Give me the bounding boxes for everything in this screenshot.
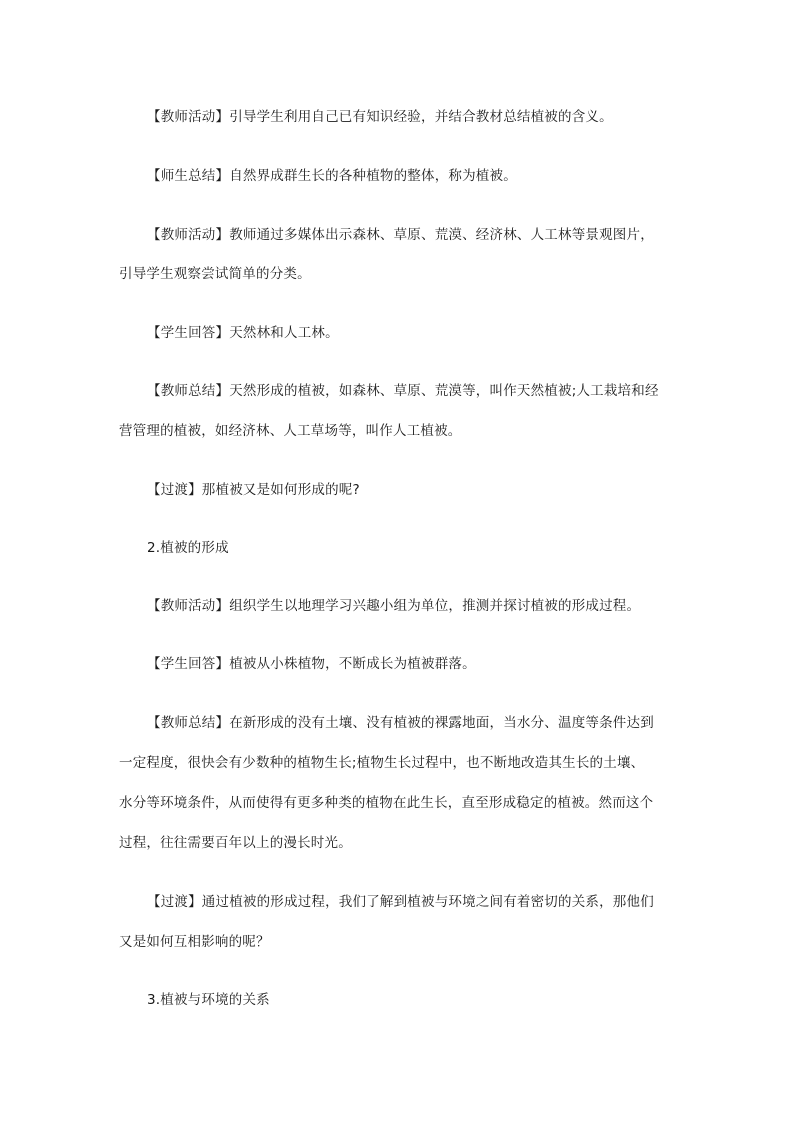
- paragraph-summary-1: 【师生总结】自然界成群生长的各种植物的整体，称为植被。: [147, 168, 517, 184]
- paragraph-student-answer-2: 【学生回答】植被从小株植物，不断成长为植被群落。: [147, 656, 476, 672]
- paragraph-teacher-summary-2-cont-2: 水分等环境条件，从而使得有更多种类的植物在此生长，直至形成稳定的植被。然而这个: [119, 795, 654, 811]
- paragraph-teacher-summary-1: 【教师总结】天然形成的植被，如森林、草原、荒漠等，叫作天然植被;人工栽培和经: [147, 383, 659, 399]
- paragraph-teacher-summary-2-cont-3: 过程，往往需要百年以上的漫长时光。: [119, 835, 352, 851]
- paragraph-transition-2-cont: 又是如何互相影响的呢？: [119, 934, 270, 950]
- paragraph-teacher-summary-2: 【教师总结】在新形成的没有土壤、没有植被的裸露地面，当水分、温度等条件达到: [147, 715, 654, 731]
- paragraph-transition-2: 【过渡】通过植被的形成过程，我们了解到植被与环境之间有着密切的关系，那他们: [147, 894, 654, 910]
- paragraph-teacher-activity-2: 【教师活动】教师通过多媒体出示森林、草原、荒漠、经济林、人工林等景观图片，: [147, 227, 654, 243]
- paragraph-transition-1: 【过渡】那植被又是如何形成的呢?: [147, 482, 360, 498]
- paragraph-teacher-activity-2-cont: 引导学生观察尝试简单的分类。: [119, 266, 311, 282]
- section-heading-2: 2.植被的形成: [147, 540, 229, 556]
- paragraph-student-answer-1: 【学生回答】天然林和人工林。: [147, 325, 339, 341]
- paragraph-teacher-activity-3: 【教师活动】组织学生以地理学习兴趣小组为单位，推测并探讨植被的形成过程。: [147, 598, 641, 614]
- paragraph-teacher-activity-1: 【教师活动】引导学生利用自己已有知识经验，并结合教材总结植被的含义。: [147, 109, 613, 125]
- paragraph-teacher-summary-2-cont-1: 一定程度，很快会有少数种的植物生长;植物生长过程中，也不断地改造其生长的土壤、: [119, 755, 645, 771]
- paragraph-teacher-summary-1-cont: 营管理的植被，如经济林、人工草场等，叫作人工植被。: [119, 423, 462, 439]
- section-heading-3: 3.植被与环境的关系: [147, 992, 270, 1008]
